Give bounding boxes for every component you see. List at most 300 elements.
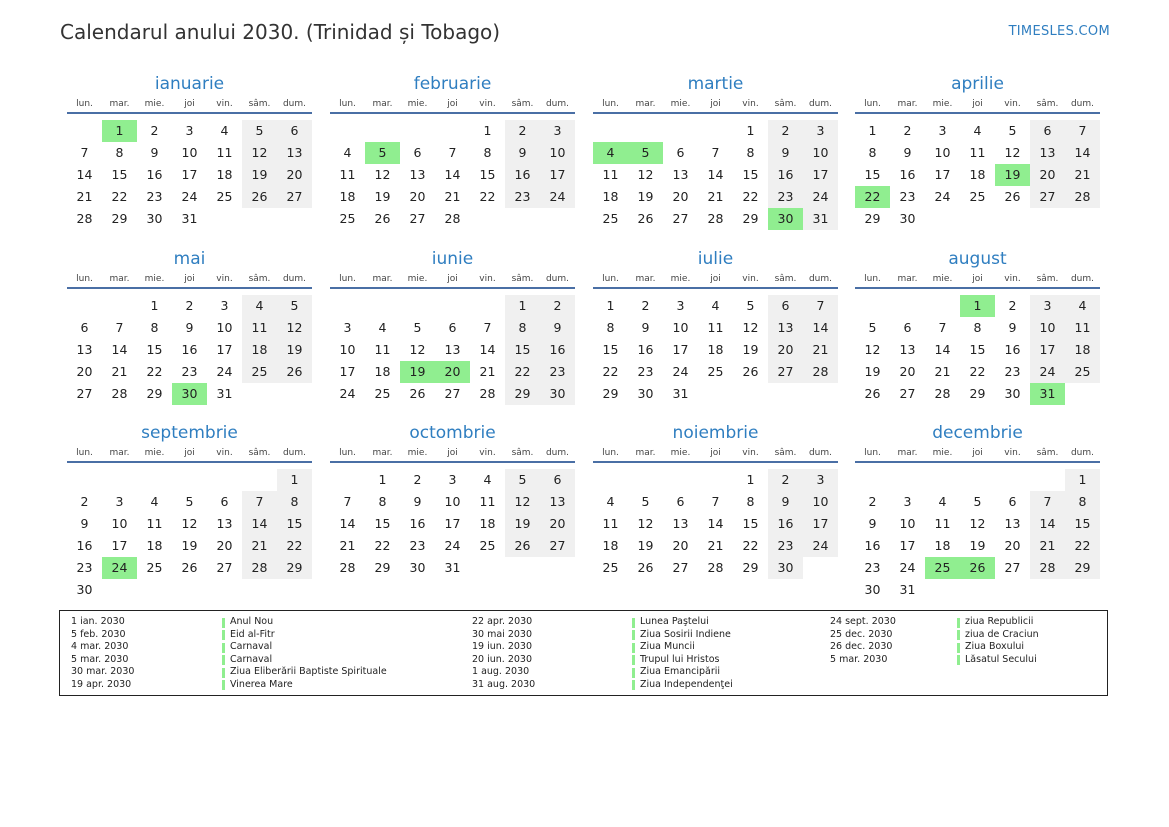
month-name: decembrie	[932, 423, 1023, 443]
day-cell: 16	[864, 538, 881, 553]
legend-date: 5 mar. 2030	[71, 653, 129, 665]
day-cell: 2	[413, 472, 422, 487]
day-cell: 10	[803, 491, 838, 513]
day-cell: 25	[216, 189, 233, 204]
page-title: Calendarul anului 2030. (Trinidad și Tobago)	[60, 20, 501, 44]
day-cell: 17	[934, 167, 951, 182]
day-cell: 31	[181, 211, 198, 226]
day-cell: 5	[505, 469, 540, 491]
day-cell: 18	[146, 538, 163, 553]
day-cell: 25	[339, 211, 356, 226]
day-cell: 1	[150, 298, 159, 313]
day-cell: 25	[602, 560, 619, 575]
weekday-label: mie.	[407, 448, 428, 458]
day-cell: 13	[76, 342, 93, 357]
day-cell: 30	[899, 211, 916, 226]
day-cell: 23	[637, 364, 654, 379]
day-cell: 15	[111, 167, 128, 182]
day-cell: 9	[768, 142, 803, 164]
day-cell: 7	[483, 320, 492, 335]
day-cell: 28	[444, 211, 461, 226]
day-cell: 7	[1030, 491, 1065, 513]
day-cell: 29	[742, 560, 759, 575]
weekday-label: vin.	[742, 448, 759, 458]
day-cell: 16	[768, 164, 803, 186]
weekday-label: mar.	[635, 99, 656, 109]
day-cell: 20	[76, 364, 93, 379]
month-name: septembrie	[141, 423, 238, 443]
holiday-day-cell: 1	[102, 120, 137, 142]
day-cell: 9	[540, 317, 575, 339]
legend-date: 1 aug. 2030	[472, 666, 530, 677]
day-cell: 9	[413, 494, 422, 509]
weekday-label: mar.	[372, 448, 393, 458]
day-cell: 16	[76, 538, 93, 553]
day-cell: 18	[216, 167, 233, 182]
holiday-day-cell: 20	[435, 361, 470, 383]
legend-date: 4 mar. 2030	[71, 641, 129, 652]
weekday-label: vin.	[479, 448, 496, 458]
day-cell: 25	[707, 364, 724, 379]
weekday-label: vin.	[479, 99, 496, 109]
day-cell: 19	[864, 364, 881, 379]
day-cell: 4	[973, 123, 982, 138]
day-cell: 9	[641, 320, 650, 335]
day-cell: 4	[483, 472, 492, 487]
weekday-label: dum.	[545, 99, 570, 109]
day-cell: 5	[185, 494, 194, 509]
day-cell: 21	[1065, 164, 1100, 186]
day-cell: 22	[479, 189, 496, 204]
day-cell: 16	[181, 342, 198, 357]
day-cell: 29	[374, 560, 391, 575]
weekday-header	[593, 98, 838, 114]
legend-holiday-name: ziua de Craciun	[965, 628, 1039, 640]
month-name: octombrie	[409, 423, 496, 443]
day-cell: 6	[277, 120, 312, 142]
day-cell: 26	[637, 560, 654, 575]
day-cell: 8	[378, 494, 387, 509]
day-cell: 16	[1004, 342, 1021, 357]
day-cell: 15	[969, 342, 986, 357]
day-cell: 11	[146, 516, 163, 531]
day-cell: 14	[1065, 142, 1100, 164]
day-cell: 10	[111, 516, 128, 531]
day-cell: 13	[1030, 142, 1065, 164]
weekday-label: mar.	[635, 448, 656, 458]
weekday-label: dum.	[808, 99, 833, 109]
day-cell: 26	[864, 386, 881, 401]
day-cell: 18	[602, 538, 619, 553]
day-cell: 16	[409, 516, 426, 531]
day-cell: 28	[479, 386, 496, 401]
legend-holiday-name: Trupul lui Hristos	[640, 653, 720, 665]
day-cell: 11	[602, 167, 619, 182]
day-cell: 26	[277, 361, 312, 383]
day-cell: 14	[707, 167, 724, 182]
weekday-label: mie.	[932, 448, 953, 458]
weekday-label: lun.	[339, 99, 356, 109]
legend-holiday-marker	[632, 680, 635, 690]
weekday-label: vin.	[216, 274, 233, 284]
month-iunie	[330, 249, 575, 427]
day-cell: 28	[76, 211, 93, 226]
day-cell: 13	[1004, 516, 1021, 531]
day-cell: 18	[1065, 339, 1100, 361]
legend-date: 26 dec. 2030	[830, 641, 893, 652]
day-cell: 4	[343, 145, 352, 160]
weekday-label: sâm.	[1036, 448, 1059, 458]
day-cell: 21	[707, 189, 724, 204]
day-cell: 23	[409, 538, 426, 553]
day-cell: 3	[803, 120, 838, 142]
weekday-header	[330, 273, 575, 289]
weekday-label: mie.	[932, 274, 953, 284]
weekday-header	[67, 98, 312, 114]
day-cell: 2	[903, 123, 912, 138]
day-cell: 23	[864, 560, 881, 575]
day-cell: 2	[505, 120, 540, 142]
day-cell: 19	[742, 342, 759, 357]
day-cell: 18	[934, 538, 951, 553]
weekday-label: lun.	[864, 99, 881, 109]
holiday-legend	[59, 610, 1108, 696]
day-cell: 24	[181, 189, 198, 204]
legend-holiday-name: Ziua Sosirii Indiene	[640, 628, 731, 640]
day-cell: 18	[339, 189, 356, 204]
day-cell: 25	[602, 211, 619, 226]
day-cell: 24	[540, 186, 575, 208]
day-cell: 27	[540, 535, 575, 557]
day-cell: 13	[540, 491, 575, 513]
legend-date: 22 apr. 2030	[472, 616, 533, 627]
month-name: august	[948, 249, 1007, 269]
legend-holiday-marker	[957, 630, 960, 640]
day-cell: 25	[374, 386, 391, 401]
day-cell: 18	[374, 364, 391, 379]
weekday-label: mar.	[897, 274, 918, 284]
day-cell: 31	[444, 560, 461, 575]
day-cell: 27	[672, 211, 689, 226]
day-cell: 14	[242, 513, 277, 535]
day-cell: 19	[637, 538, 654, 553]
day-cell: 5	[746, 298, 755, 313]
day-cell: 23	[181, 364, 198, 379]
weekday-label: lun.	[602, 99, 619, 109]
day-cell: 26	[242, 186, 277, 208]
day-cell: 14	[707, 516, 724, 531]
day-cell: 13	[768, 317, 803, 339]
day-cell: 17	[803, 513, 838, 535]
day-cell: 8	[505, 317, 540, 339]
day-cell: 17	[540, 164, 575, 186]
day-cell: 8	[277, 491, 312, 513]
day-cell: 17	[899, 538, 916, 553]
day-cell: 26	[1004, 189, 1021, 204]
day-cell: 23	[505, 186, 540, 208]
day-cell: 5	[1008, 123, 1017, 138]
day-cell: 26	[374, 211, 391, 226]
weekday-label: sâm.	[248, 274, 271, 284]
weekday-label: dum.	[545, 448, 570, 458]
day-cell: 20	[672, 538, 689, 553]
weekday-label: vin.	[1004, 448, 1021, 458]
legend-date: 5 mar. 2030	[830, 653, 888, 665]
weekday-label: sâm.	[511, 274, 534, 284]
legend-date: 25 dec. 2030	[830, 628, 893, 640]
day-cell: 4	[1065, 295, 1100, 317]
holiday-day-cell: 4	[593, 142, 628, 164]
day-cell: 11	[602, 516, 619, 531]
day-cell: 19	[277, 339, 312, 361]
month-name: ianuarie	[154, 74, 225, 94]
day-cell: 30	[76, 582, 93, 597]
day-cell: 27	[76, 386, 93, 401]
legend-holiday-marker	[957, 618, 960, 628]
day-cell: 21	[1030, 535, 1065, 557]
legend-holiday-marker	[222, 630, 225, 640]
day-cell: 12	[409, 342, 426, 357]
day-cell: 14	[111, 342, 128, 357]
day-cell: 2	[540, 295, 575, 317]
weekday-label: joi	[710, 99, 721, 109]
weekday-label: mar.	[372, 99, 393, 109]
weekday-label: dum.	[282, 274, 307, 284]
day-cell: 7	[1065, 120, 1100, 142]
month-iulie	[593, 249, 838, 427]
day-cell: 9	[1008, 320, 1017, 335]
weekday-label: dum.	[282, 448, 307, 458]
day-cell: 2	[185, 298, 194, 313]
day-cell: 28	[1030, 557, 1065, 579]
day-cell: 22	[742, 538, 759, 553]
day-cell: 8	[483, 145, 492, 160]
day-cell: 19	[969, 538, 986, 553]
site-link[interactable]: TIMESLES.COM	[1008, 24, 1110, 39]
day-cell: 10	[803, 142, 838, 164]
day-cell: 5	[242, 120, 277, 142]
legend-holiday-name: Ziua Independenţei	[640, 678, 733, 690]
weekday-label: mie.	[670, 448, 691, 458]
day-cell: 15	[277, 513, 312, 535]
day-cell: 21	[339, 538, 356, 553]
day-cell: 24	[672, 364, 689, 379]
day-cell: 24	[934, 189, 951, 204]
month-name: februarie	[413, 74, 492, 94]
day-cell: 17	[672, 342, 689, 357]
month-name: martie	[687, 74, 744, 94]
day-cell: 11	[934, 516, 951, 531]
day-cell: 3	[448, 472, 457, 487]
day-cell: 31	[803, 208, 838, 230]
day-cell: 15	[505, 339, 540, 361]
legend-holiday-name: Anul Nou	[230, 616, 274, 627]
legend-holiday-name: Carnaval	[230, 653, 273, 665]
weekday-label: sâm.	[774, 274, 797, 284]
month-decembrie	[855, 423, 1100, 601]
day-cell: 28	[242, 557, 277, 579]
legend-date: 1 ian. 2030	[71, 616, 125, 627]
day-cell: 17	[111, 538, 128, 553]
weekday-header	[330, 447, 575, 463]
legend-holiday-name: Lunea Paştelui	[640, 616, 709, 627]
weekday-label: lun.	[864, 448, 881, 458]
weekday-header	[593, 273, 838, 289]
day-cell: 22	[374, 538, 391, 553]
legend-holiday-name: Carnaval	[230, 641, 273, 652]
weekday-label: sâm.	[774, 99, 797, 109]
day-cell: 12	[742, 320, 759, 335]
legend-holiday-name: Vinerea Mare	[230, 678, 293, 690]
weekday-label: vin.	[216, 448, 233, 458]
legend-holiday-name: Ziua Muncii	[640, 641, 695, 652]
day-cell: 20	[672, 189, 689, 204]
month-name: iulie	[697, 249, 734, 269]
weekday-label: dum.	[1070, 99, 1095, 109]
day-cell: 13	[672, 167, 689, 182]
legend-holiday-marker	[222, 680, 225, 690]
weekday-label: joi	[184, 448, 195, 458]
day-cell: 12	[181, 516, 198, 531]
weekday-label: mar.	[109, 274, 130, 284]
weekday-header	[330, 98, 575, 114]
day-cell: 16	[505, 164, 540, 186]
day-cell: 24	[216, 364, 233, 379]
legend-date: 24 sept. 2030	[830, 616, 896, 627]
day-cell: 13	[899, 342, 916, 357]
day-cell: 4	[220, 123, 229, 138]
day-cell: 29	[969, 386, 986, 401]
weekday-label: vin.	[1004, 274, 1021, 284]
day-cell: 18	[479, 516, 496, 531]
legend-holiday-name: Eid al-Fitr	[230, 628, 275, 640]
day-cell: 23	[146, 189, 163, 204]
day-cell: 21	[242, 535, 277, 557]
day-cell: 29	[505, 383, 540, 405]
day-cell: 25	[242, 361, 277, 383]
day-cell: 26	[181, 560, 198, 575]
day-cell: 20	[409, 189, 426, 204]
day-cell: 1	[746, 472, 755, 487]
weekday-header	[855, 98, 1100, 114]
day-cell: 19	[181, 538, 198, 553]
legend-date: 5 feb. 2030	[71, 628, 126, 640]
day-cell: 13	[444, 342, 461, 357]
weekday-label: vin.	[216, 99, 233, 109]
day-cell: 31	[899, 582, 916, 597]
day-cell: 6	[768, 295, 803, 317]
day-cell: 14	[444, 167, 461, 182]
legend-holiday-name: ziua Republicii	[965, 616, 1034, 627]
legend-holiday-marker	[632, 643, 635, 653]
day-cell: 2	[768, 120, 803, 142]
day-cell: 9	[505, 142, 540, 164]
day-cell: 22	[111, 189, 128, 204]
day-cell: 18	[602, 189, 619, 204]
day-cell: 3	[185, 123, 194, 138]
day-cell: 11	[374, 342, 391, 357]
day-cell: 6	[676, 145, 685, 160]
day-cell: 24	[339, 386, 356, 401]
day-cell: 23	[768, 186, 803, 208]
day-cell: 12	[637, 516, 654, 531]
day-cell: 10	[899, 516, 916, 531]
day-cell: 21	[479, 364, 496, 379]
day-cell: 21	[934, 364, 951, 379]
day-cell: 11	[339, 167, 356, 182]
day-cell: 28	[339, 560, 356, 575]
holiday-day-cell: 1	[960, 295, 995, 317]
day-cell: 9	[185, 320, 194, 335]
day-cell: 17	[339, 364, 356, 379]
month-martie	[593, 74, 838, 252]
day-cell: 22	[505, 361, 540, 383]
legend-date: 20 iun. 2030	[472, 653, 533, 665]
legend-holiday-name: Ziua Boxului	[965, 641, 1024, 652]
day-cell: 9	[80, 516, 89, 531]
weekday-label: lun.	[339, 448, 356, 458]
weekday-label: mie.	[144, 448, 165, 458]
day-cell: 4	[150, 494, 159, 509]
day-cell: 15	[864, 167, 881, 182]
day-cell: 2	[150, 123, 159, 138]
day-cell: 7	[448, 145, 457, 160]
day-cell: 25	[1065, 361, 1100, 383]
day-cell: 27	[1030, 186, 1065, 208]
weekday-label: joi	[447, 448, 458, 458]
day-cell: 17	[181, 167, 198, 182]
weekday-label: lun.	[76, 448, 93, 458]
day-cell: 2	[1008, 298, 1017, 313]
weekday-header	[67, 273, 312, 289]
holiday-day-cell: 19	[995, 164, 1030, 186]
day-cell: 30	[768, 557, 803, 579]
weekday-label: joi	[972, 99, 983, 109]
weekday-label: joi	[447, 99, 458, 109]
weekday-label: mie.	[670, 274, 691, 284]
weekday-label: joi	[710, 274, 721, 284]
weekday-label: mar.	[109, 99, 130, 109]
day-cell: 15	[602, 342, 619, 357]
day-cell: 6	[220, 494, 229, 509]
weekday-label: mie.	[407, 99, 428, 109]
weekday-label: vin.	[479, 274, 496, 284]
weekday-label: dum.	[808, 274, 833, 284]
day-cell: 10	[672, 320, 689, 335]
day-cell: 3	[343, 320, 352, 335]
day-cell: 17	[803, 164, 838, 186]
day-cell: 9	[868, 516, 877, 531]
day-cell: 22	[1065, 535, 1100, 557]
day-cell: 6	[448, 320, 457, 335]
weekday-label: sâm.	[511, 448, 534, 458]
day-cell: 15	[374, 516, 391, 531]
day-cell: 30	[540, 383, 575, 405]
weekday-label: joi	[184, 274, 195, 284]
day-cell: 11	[1065, 317, 1100, 339]
weekday-label: joi	[710, 448, 721, 458]
day-cell: 6	[80, 320, 89, 335]
weekday-label: vin.	[1004, 99, 1021, 109]
legend-holiday-name: Ziua Eliberării Baptiste Spirituale	[230, 666, 387, 677]
weekday-label: vin.	[742, 274, 759, 284]
day-cell: 29	[277, 557, 312, 579]
day-cell: 24	[803, 535, 838, 557]
day-cell: 1	[606, 298, 615, 313]
day-cell: 8	[973, 320, 982, 335]
legend-holiday-marker	[957, 643, 960, 653]
day-cell: 19	[637, 189, 654, 204]
